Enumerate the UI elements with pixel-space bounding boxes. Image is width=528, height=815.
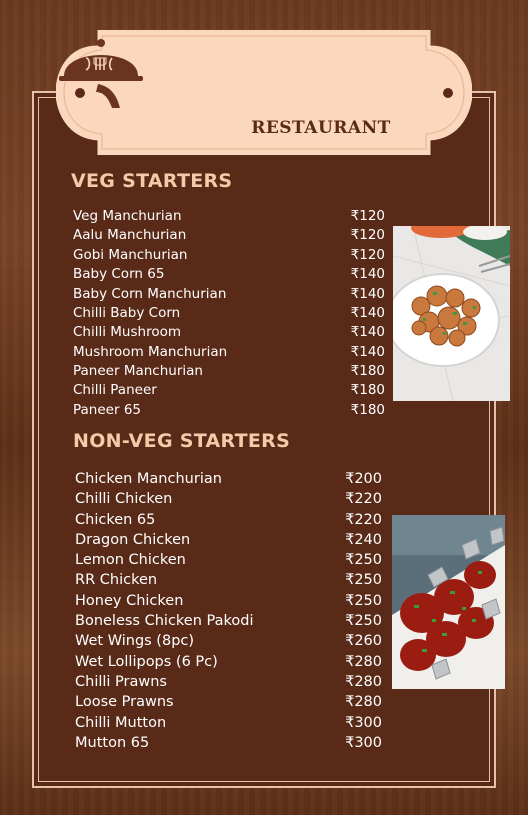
menu-item bbox=[73, 401, 385, 420]
item-name: Paneer 65 bbox=[73, 402, 141, 418]
menu-item bbox=[73, 285, 385, 304]
item-name: Gobi Manchurian bbox=[73, 247, 188, 263]
menu-item bbox=[73, 265, 385, 284]
item-price: ₹180 bbox=[350, 402, 385, 418]
item-price: ₹280 bbox=[345, 654, 382, 670]
item-price: ₹300 bbox=[345, 715, 382, 731]
item-price: ₹280 bbox=[345, 694, 382, 710]
nonveg-section-title: NON-VEG STARTERS bbox=[73, 430, 291, 452]
menu-item bbox=[73, 381, 385, 400]
menu-item bbox=[75, 490, 382, 509]
item-name: Baby Corn 65 bbox=[73, 266, 165, 282]
menu-item bbox=[73, 343, 385, 362]
menu-item bbox=[73, 362, 385, 381]
item-name: Wet Lollipops (6 Pc) bbox=[75, 654, 218, 670]
menu-item bbox=[73, 246, 385, 265]
item-price: ₹120 bbox=[350, 247, 385, 263]
menu-item bbox=[75, 693, 382, 712]
restaurant-name: RESTAURANT bbox=[251, 118, 391, 138]
item-name: Honey Chicken bbox=[75, 593, 184, 609]
item-price: ₹250 bbox=[345, 593, 382, 609]
right-dot-icon bbox=[443, 88, 453, 98]
item-name: Aalu Manchurian bbox=[73, 227, 187, 243]
item-price: ₹220 bbox=[345, 491, 382, 507]
item-price: ₹140 bbox=[350, 286, 385, 302]
item-price: ₹220 bbox=[345, 512, 382, 528]
item-price: ₹120 bbox=[350, 227, 385, 243]
menu-item bbox=[75, 632, 382, 651]
menu-item bbox=[73, 304, 385, 323]
item-price: ₹200 bbox=[345, 471, 382, 487]
menu-item bbox=[75, 653, 382, 672]
item-price: ₹300 bbox=[345, 735, 382, 751]
menu-item bbox=[75, 714, 382, 733]
item-price: ₹140 bbox=[350, 266, 385, 282]
cloche-logo-icon bbox=[56, 30, 146, 110]
item-price: ₹180 bbox=[350, 382, 385, 398]
item-name: Boneless Chicken Pakodi bbox=[75, 613, 254, 629]
item-name: Lemon Chicken bbox=[75, 552, 186, 568]
menu-item bbox=[75, 734, 382, 753]
menu-item bbox=[75, 673, 382, 692]
nonveg-starter-photo bbox=[392, 515, 505, 689]
item-name: Loose Prawns bbox=[75, 694, 174, 710]
item-name: Veg Manchurian bbox=[73, 208, 182, 224]
item-name: Chilli Prawns bbox=[75, 674, 167, 690]
item-name: Chilli Paneer bbox=[73, 382, 157, 398]
item-name: Dragon Chicken bbox=[75, 532, 191, 548]
menu-item bbox=[75, 592, 382, 611]
menu-item bbox=[73, 207, 385, 226]
menu-item bbox=[75, 612, 382, 631]
item-price: ₹250 bbox=[345, 613, 382, 629]
veg-starter-photo bbox=[393, 226, 510, 401]
item-name: Chilli Baby Corn bbox=[73, 305, 181, 321]
item-name: Chicken 65 bbox=[75, 512, 156, 528]
item-name: RR Chicken bbox=[75, 572, 158, 588]
item-name: Wet Wings (8pc) bbox=[75, 633, 195, 649]
item-price: ₹260 bbox=[345, 633, 382, 649]
item-price: ₹180 bbox=[350, 363, 385, 379]
menu-item bbox=[75, 551, 382, 570]
item-name: Paneer Manchurian bbox=[73, 363, 203, 379]
item-price: ₹120 bbox=[350, 208, 385, 224]
item-price: ₹140 bbox=[350, 305, 385, 321]
item-name: Mutton 65 bbox=[75, 735, 150, 751]
item-price: ₹240 bbox=[345, 532, 382, 548]
menu-item bbox=[75, 470, 382, 489]
item-name: Baby Corn Manchurian bbox=[73, 286, 227, 302]
item-name: Chilli Chicken bbox=[75, 491, 173, 507]
menu-item bbox=[75, 571, 382, 590]
menu-item bbox=[75, 511, 382, 530]
header-plate bbox=[56, 30, 472, 155]
item-price: ₹250 bbox=[345, 572, 382, 588]
menu-item bbox=[75, 531, 382, 550]
item-name: Chicken Manchurian bbox=[75, 471, 222, 487]
item-price: ₹140 bbox=[350, 344, 385, 360]
item-name: Mushroom Manchurian bbox=[73, 344, 228, 360]
menu-item bbox=[73, 323, 385, 342]
item-name: Chilli Mutton bbox=[75, 715, 167, 731]
item-price: ₹280 bbox=[345, 674, 382, 690]
item-price: ₹140 bbox=[350, 324, 385, 340]
veg-section-title: VEG STARTERS bbox=[71, 170, 233, 192]
item-price: ₹250 bbox=[345, 552, 382, 568]
chicken-lollipop-dish-icon bbox=[392, 515, 505, 689]
menu-item bbox=[73, 226, 385, 245]
fried-paneer-dish-icon bbox=[393, 226, 510, 401]
item-name: Chilli Mushroom bbox=[73, 324, 181, 340]
